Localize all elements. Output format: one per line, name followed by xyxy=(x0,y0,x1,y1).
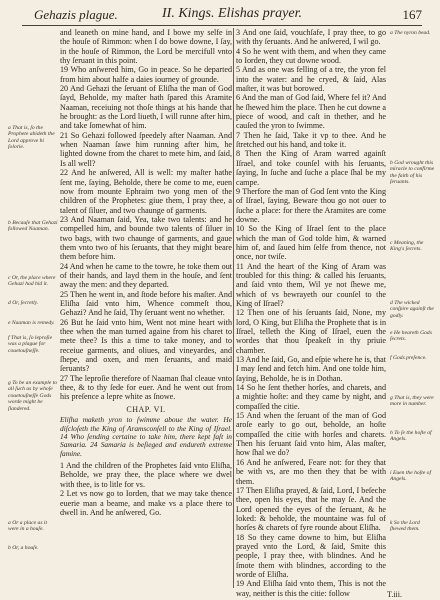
verse: 19 And Eliſha ſaid vnto them, This is not the way, neither is this the citie: follow xyxy=(236,579,386,598)
verse: 25 Then he went in, and ſtode before his maſter. And Eliſha ſaid vnto him, Whence commeſt thou, Gehazi? And he ſaid, Thy ſeruant went no whether. xyxy=(60,289,232,318)
verse: 21 So Gehazi followed ſpeedely after Naaman. And when Naaman ſawe him running after him, he lighted downe from the charet to mete him, and ſaid, Is all well? xyxy=(60,130,232,168)
verse: 3 And one ſaid, vouchſafe, I pray thee, to go with thy ſeruants. And he anſwered, I wil go. xyxy=(236,28,386,47)
margin-note: a That is, ſo the Prophete abideth the Lord approve hi ſolorie. xyxy=(8,125,55,151)
verse: 14 So he ſent thether horſes, and charets, and a mightie hoſte: and they came by night, and compaſſed the citie. xyxy=(236,383,386,411)
margin-note: c Meaning, the King's ſecrets. xyxy=(390,240,424,253)
verse: 13 And he ſaid, Go, and eſpie where he is, that I may ſend and fetch him. And one tolde him, ſaying, Beholde, he is in Dothan. xyxy=(236,355,386,383)
header-left-title: Gehazis plague. xyxy=(34,7,118,22)
right-verses xyxy=(236,28,386,598)
verse: and leaneth on mine hand, and I bowe my selfe in the houſe of Rimmon: when I do bowe downe, I ſay, in the houſe of Rimmon, the Lord be mercifull vnto thy ſeruant in this point. xyxy=(60,28,232,66)
verse: 5 And as one was felling of a tre, the yron fel into the water: and he cryed, & ſaid, Alas maſter, it was but borowed. xyxy=(236,65,386,94)
page-number: 167 xyxy=(402,7,422,22)
verse: 20 And Gehazi the ſeruant of Eliſha the man of God ſayd, Beholde, my maſter hath ſpared this Aramite Naaman, receiuing not thoſe things at his hande that he brought: as the Lord liueth, I will runne after him, and take ſomewhat of him. xyxy=(60,84,232,131)
margin-note: d Or, ſecretly. xyxy=(8,300,39,306)
margin-note: g To be an example to all ſuch as by whoſe couetouſneſſe Gods worde might be ſlandered. xyxy=(8,380,58,412)
verse: 8 Then the King of Aram warred againſt Iſrael, and toke counſel with his ſeruants, ſaying, In ſuche and ſuche a place ſhal be my campe. xyxy=(236,149,386,187)
margin-note: a Or a place as it were in a houſe. xyxy=(8,520,47,533)
verse: 4 So he went with them, and when they came to Iorden, they cut downe wood. xyxy=(236,46,386,66)
verse: 22 And he anſwered, All is well: my maſter hathe ſent me, ſaying, Beholde, there be come to me, euen now from mounte Ephraim two yong men of the children of the Prophetes: giue them, I pray thee, a talent of ſiluer, and two chaunge of garments. xyxy=(60,168,232,215)
column-divider xyxy=(233,28,234,588)
margin-note: e He heareth Gods ſecrets. xyxy=(390,330,432,343)
verse: 16 And he anſwered, Feare not: for they that be with vs, are mo then they that be with them. xyxy=(236,457,386,486)
verse: 2 Let vs now go to Iorden, that we may take thence euerie man a beame, and make vs a place there to dwell in. And he anſwered, Go. xyxy=(60,489,232,517)
verse: 17 Then Eliſha prayed, & ſaid, Lord, I beſeche thee, open his eyes, that he may ſe. And the Lord opened the eyes of the ſeruant, & he loked: & beholde, the mountaine was ful of horſes & charets of fyre rounde about Eliſha. xyxy=(236,485,386,533)
catchword: T.iii. xyxy=(387,590,402,599)
margin-note: d The wicked conſpire againſt the godly. xyxy=(390,300,434,319)
header-rule xyxy=(22,25,422,26)
verse: 11 And the heart of the King of Aram was troubled for this thing: & called his ſeruants, and ſaid vnto them, Wil ye not ſhewe me, which of vs bewrayeth our counſel to the King of Iſrael? xyxy=(236,261,386,308)
margin-note: b Becauſe that Gehazi followed Naaman. xyxy=(8,220,58,233)
margin-note: c Or, the place where Gehazi had hid it. xyxy=(8,275,56,288)
verse: 24 And when he came to the towre, he toke them out of their hands, and layd them in the houſe, and ſent away the men: and they departed. xyxy=(60,261,232,290)
verse: 1 And the children of the Prophetes ſaid vnto Eliſha, Beholde, we pray thee, the place where we dwel with thee, is to litle for vs. xyxy=(60,461,232,489)
verse: 10 So the King of Iſrael ſent to the place which the man of God tolde him, & warned him of, and ſaued him ſelfe from thence, not once, nor twiſe. xyxy=(236,224,386,262)
margin-note: h To ſe the hoſte of Angels. xyxy=(390,430,432,443)
margin-note: b Or, a houſe. xyxy=(8,545,39,551)
verse: 12 Then one of his ſeruants ſaid, None, my lord, O King, but Eliſha the Prophete that is in Iſrael, telleth the King of Iſrael, euen the wordes that thou ſpeakeſt in thy priuie chamber. xyxy=(236,308,386,355)
margin-note: e Naaman is remedy. xyxy=(8,320,55,326)
verse: 18 So they came downe to him, but Eliſha prayed vnto the Lord, & ſaid, Smite this people, I pray thee, with blindnes. And he ſmote them with blindnes, according to the worde of Eliſha. xyxy=(236,532,386,579)
left-column xyxy=(60,28,232,588)
verse: 9 Therfore the man of God ſent vnto the King of Iſrael, ſaying, Beware thou go not ouer to ſuche a place: for there the Aramites are come downe. xyxy=(236,186,386,224)
verse: 19 Who anſwered him, Go in peace. So he departed from him about halfe a daies iourney of grounde. xyxy=(60,65,232,84)
chapter-heading: CHAP. VI. xyxy=(126,404,166,414)
verse: 23 And Naaman ſaid, Yea, take two talents: and he compelled him, and bounde two talents of ſiluer in two bags, with two chaunge of garments, and gaue them vnto two of his ſeruants, that they might beare them before him. xyxy=(60,214,232,262)
chapter-argument: Eliſha maketh yron to ſwimme aboue the water. He diſcloſeth the King of Aramsconſell to the King of Iſrael. 14 Who ſending certaine to take him, there kept faſt in Samaria. 24 Samaria is beſieged and endureth extreme famine. xyxy=(60,415,232,458)
running-header xyxy=(0,4,440,24)
verse: 26 But he ſaid vnto him, Went not mine heart with thee when the man turned againe from his charet to mete thee? Is this a time to take money, and to receiue garments, and oliues, and vineyardes, and ſhepe, and oxen, and men ſeruants, and maid ſeruants? xyxy=(60,317,232,374)
verse: 7 Then he ſaid, Take it vp to thee. And he ſtretched out his hand, and toke it. xyxy=(236,130,386,150)
chapter-start-verses xyxy=(60,461,232,517)
margin-note: g That is, they were more in number. xyxy=(390,395,434,408)
margin-note: f Gods preſence. xyxy=(390,355,427,361)
verse: 6 And the man of God ſaid, Where fel it? And he ſhewed him the place. Then he cut downe a piece of wood, and caſt in thether, and he cauſed the yron to ſwimme. xyxy=(236,93,386,131)
margin-note: a The nyron bead. xyxy=(390,30,431,36)
verse: 15 And when the ſeruant of the man of God aroſe early to go out, beholde, an hoſte compaſſed the citie with horſes and charets. Then his ſeruant ſaid vnto him, Alas maſter, how ſhal we do? xyxy=(236,411,386,458)
margin-note: k So the Lord ſhewed them. xyxy=(390,520,420,533)
margin-note: f That is, ſo leproſie was a plague for couetouſneſſe. xyxy=(8,335,53,354)
verse: 27 The leproſie therefore of Naaman ſhal cleaue vnto thee, & to thy ſede for euer. And he went out from his preſence a lepre white as ſnowe. xyxy=(60,373,232,402)
right-column xyxy=(236,28,386,598)
header-center-title: II. Kings. Elishas prayer. xyxy=(162,6,302,21)
margin-note: b God wrought this miracle to confirme the faith of his ſeruants. xyxy=(390,160,435,186)
margin-note: i Euen the hoſte of Angels. xyxy=(390,470,432,483)
left-verses xyxy=(60,28,232,402)
